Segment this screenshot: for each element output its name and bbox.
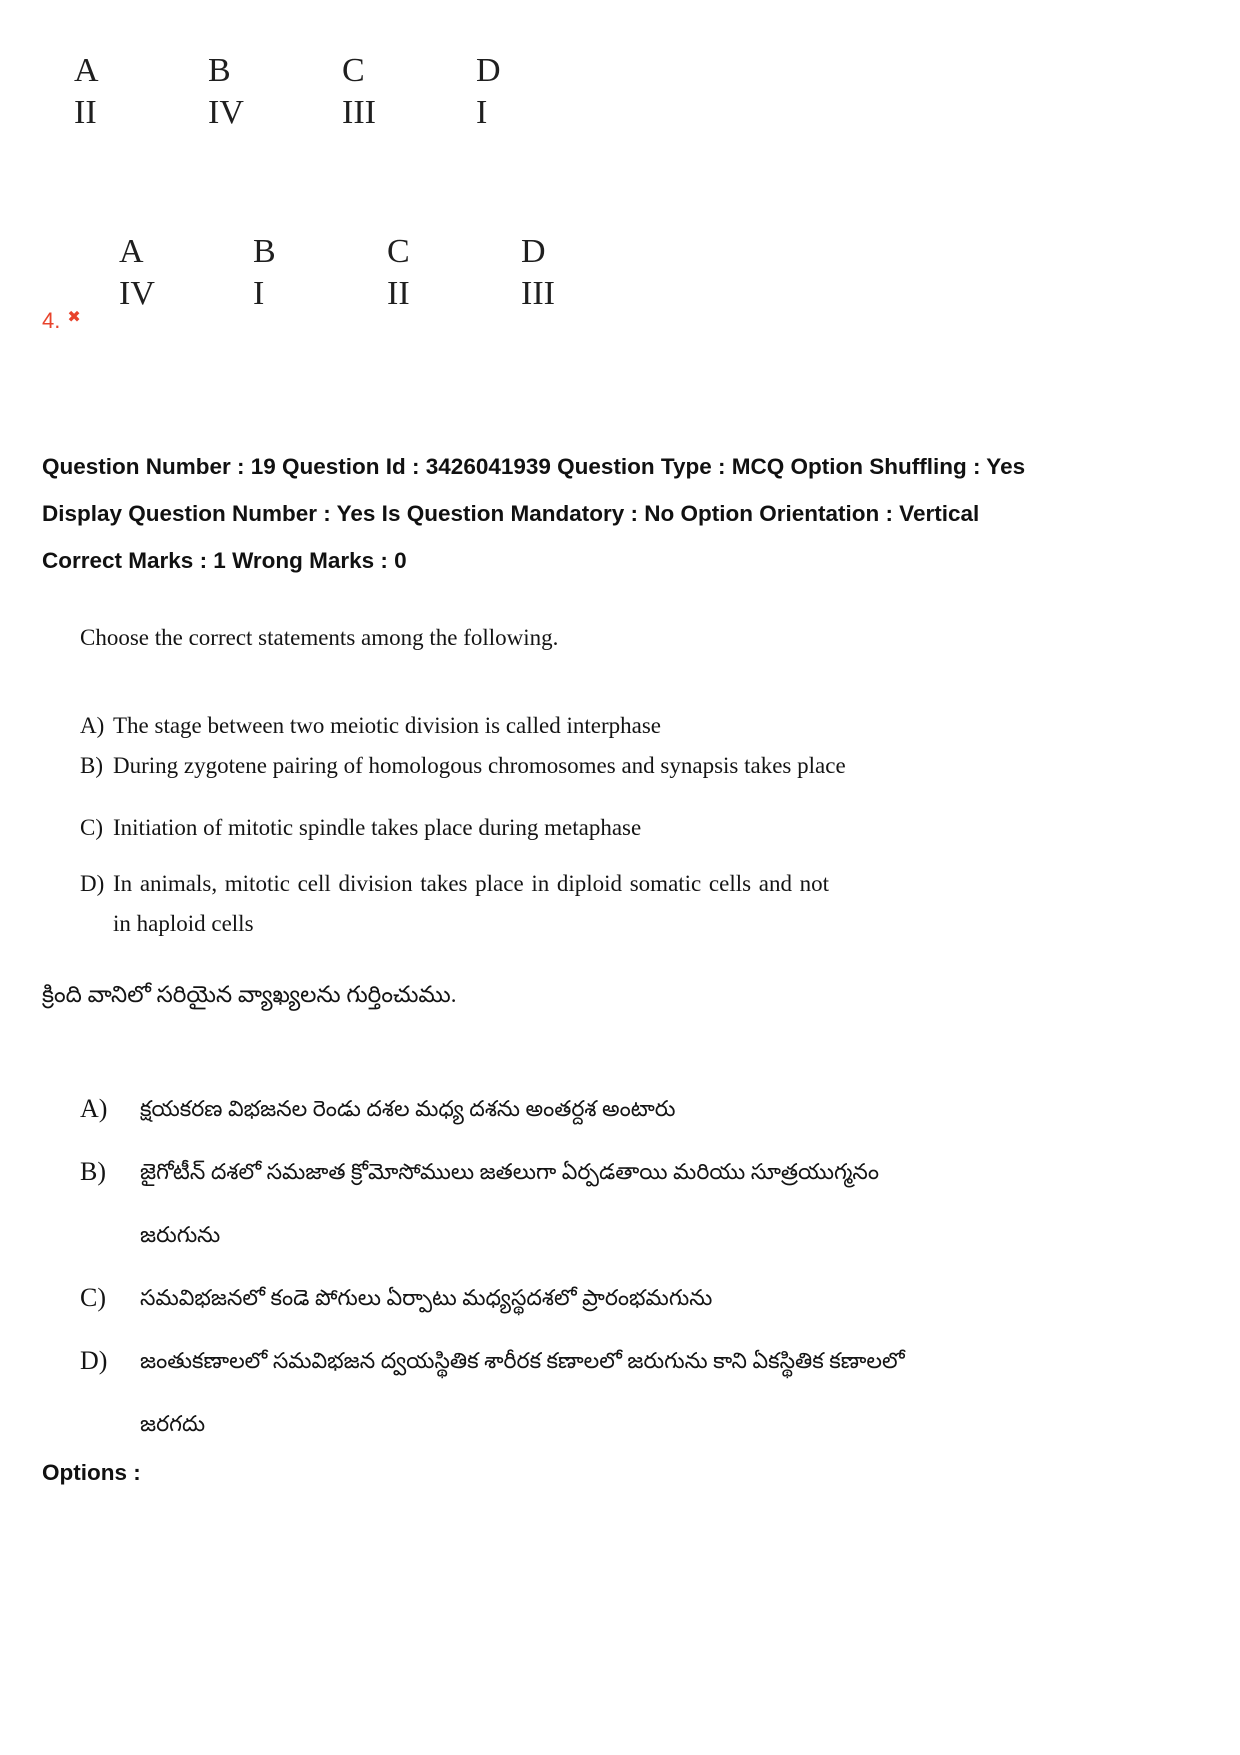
statement-label: A) bbox=[80, 713, 105, 738]
question-prompt-english: Choose the correct statements among the following. bbox=[80, 625, 559, 650]
match-value-d: III bbox=[521, 275, 555, 312]
match-header-c: C bbox=[342, 52, 365, 89]
statement-d-telugu bbox=[80, 1329, 905, 1455]
options-heading: Options : bbox=[42, 1460, 141, 1485]
statement-text-line: జంతుకణాలలో సమవిభజన ద్వయస్థితిక శారీరక కణాలలో జరుగును కాని ఏకస్థితిక కణాలలో bbox=[140, 1348, 905, 1373]
match-value-b: I bbox=[253, 275, 265, 312]
statement-text bbox=[140, 1266, 712, 1329]
statement-a-english bbox=[80, 706, 846, 746]
statement-text-line: జరుగును bbox=[140, 1222, 221, 1247]
metadata-line: Question Number : 19 Question Id : 3426041939 Question Type : MCQ Option Shuffling : Yes bbox=[42, 454, 1026, 479]
statement-text: In animals, mitotic cell division takes place in diploid somatic cells and not in haploid cells bbox=[113, 871, 829, 936]
match-header-c: C bbox=[387, 233, 410, 270]
statement-text: During zygotene pairing of homologous chromosomes and synapsis takes place bbox=[113, 753, 846, 778]
question-body-english bbox=[80, 618, 846, 944]
statement-text-line: క్షయకరణ విభజనల రెండు దశల మధ్య దశను అంతర్దశ అంటారు bbox=[140, 1096, 676, 1121]
match-header-b: B bbox=[208, 52, 231, 89]
match-header-d: D bbox=[521, 233, 546, 270]
match-value-a: IV bbox=[119, 275, 155, 312]
prev-option-3-match-table bbox=[74, 52, 610, 132]
statement-label: C) bbox=[80, 1283, 106, 1312]
match-value-d: I bbox=[476, 94, 488, 131]
statement-b-telugu bbox=[80, 1140, 905, 1266]
statement-label: A) bbox=[80, 1094, 108, 1123]
statement-a-telugu bbox=[80, 1077, 905, 1140]
question-metadata bbox=[42, 443, 1212, 584]
match-value-a: II bbox=[74, 94, 97, 131]
statement-text-line: సమవిభజనలో కండె పోగులు ఏర్పాటు మధ్యస్థదశలో ప్రారంభమగును bbox=[140, 1285, 713, 1310]
match-header-d: D bbox=[476, 52, 501, 89]
question-prompt-telugu: క్రింది వానిలో సరియైన వ్యాఖ్యలను గుర్తించుము. bbox=[42, 982, 457, 1007]
statement-text bbox=[140, 1329, 905, 1455]
option-number: 4. bbox=[42, 308, 61, 333]
statement-c-english bbox=[80, 808, 846, 848]
statement-text: The stage between two meiotic division is called interphase bbox=[113, 713, 662, 738]
match-value-c: III bbox=[342, 94, 376, 131]
option-4-label bbox=[42, 307, 81, 334]
statement-text: Initiation of mitotic spindle takes place during metaphase bbox=[113, 815, 642, 840]
metadata-line: Display Question Number : Yes Is Question Mandatory : No Option Orientation : Vertical bbox=[42, 501, 980, 526]
statement-b-english bbox=[80, 746, 846, 786]
wrong-answer-icon: ✖ bbox=[67, 307, 81, 326]
match-header-a: A bbox=[74, 52, 99, 89]
statement-label: C) bbox=[80, 815, 103, 840]
prev-option-4-match-table bbox=[119, 233, 655, 313]
match-value-c: II bbox=[387, 275, 410, 312]
match-header-a: A bbox=[119, 233, 144, 270]
statement-text bbox=[140, 1077, 675, 1140]
statement-d-english bbox=[80, 864, 846, 944]
statement-c-telugu bbox=[80, 1266, 905, 1329]
metadata-line: Correct Marks : 1 Wrong Marks : 0 bbox=[42, 548, 407, 573]
match-header-b: B bbox=[253, 233, 276, 270]
statement-text bbox=[140, 1140, 879, 1266]
statement-label: D) bbox=[80, 871, 105, 896]
statement-label: D) bbox=[80, 1346, 108, 1375]
statement-label: B) bbox=[80, 1157, 106, 1186]
statement-text-line: జైగోటీన్ దశలో సమజాత క్రోమోసోములు జతలుగా ఏర్పడతాయి మరియు సూత్రయుగ్మనం bbox=[140, 1159, 880, 1184]
match-value-b: IV bbox=[208, 94, 244, 131]
statement-label: B) bbox=[80, 753, 103, 778]
question-body-telugu bbox=[42, 975, 905, 1455]
statement-text-line: జరగదు bbox=[140, 1411, 206, 1436]
